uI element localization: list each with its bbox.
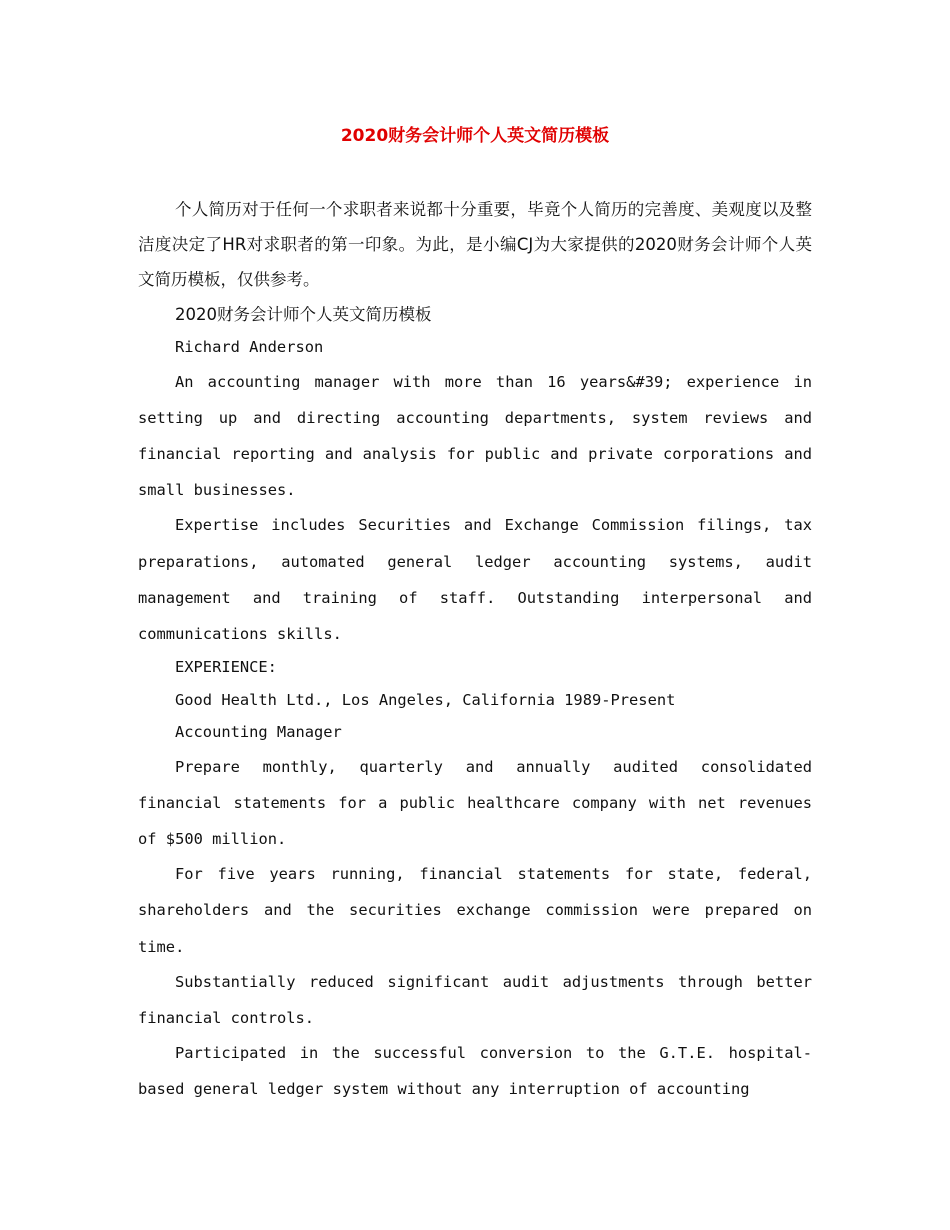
duty-paragraph-1: Prepare monthly, quarterly and annually audited consolidated financial statements for a public healthcare company with net revenues of $500 million. [138, 757, 812, 849]
employer-line: Good Health Ltd., Los Angeles, California 1989-Present [175, 690, 676, 709]
intro-paragraph: 个人简历对于任何一个求职者来说都十分重要，毕竟个人简历的完善度、美观度以及整洁度决定了HR对求职者的第一印象。为此，是小编CJ为大家提供的2020财务会计师个人英文简历模板，仅供参考。 [138, 200, 812, 289]
duty-paragraph-4: Participated in the successful conversion to the G.T.E. hospital-based general ledger system without any interruption of accounting [138, 1044, 812, 1099]
duty-paragraph-2: For five years running, financial statements for state, federal, shareholders and the securities exchange commission were prepared on time. [138, 865, 812, 956]
candidate-name: Richard Anderson [175, 338, 324, 356]
document-page [138, 0, 812, 1230]
resume-subtitle: 2020财务会计师个人英文简历模板 [175, 305, 432, 324]
document-title: 2020财务会计师个人英文简历模板 [340, 126, 610, 146]
experience-heading: EXPERIENCE: [175, 658, 277, 677]
duty-paragraph-3: Substantially reduced significant audit adjustments through better financial controls. [138, 972, 812, 1028]
position-title: Accounting Manager [175, 723, 342, 742]
summary-paragraph: An accounting manager with more than 16 years&#39; experience in setting up and directing accounting departments, system reviews and financial reporting and analysis for public and private corporations and small businesses. [138, 372, 812, 500]
document-body [138, 192, 812, 1108]
expertise-paragraph: Expertise includes Securities and Exchange Commission filings, tax preparations, automated general ledger accounting systems, audit management and training of staff. Outstanding interpersonal and communications skills. [138, 516, 812, 643]
